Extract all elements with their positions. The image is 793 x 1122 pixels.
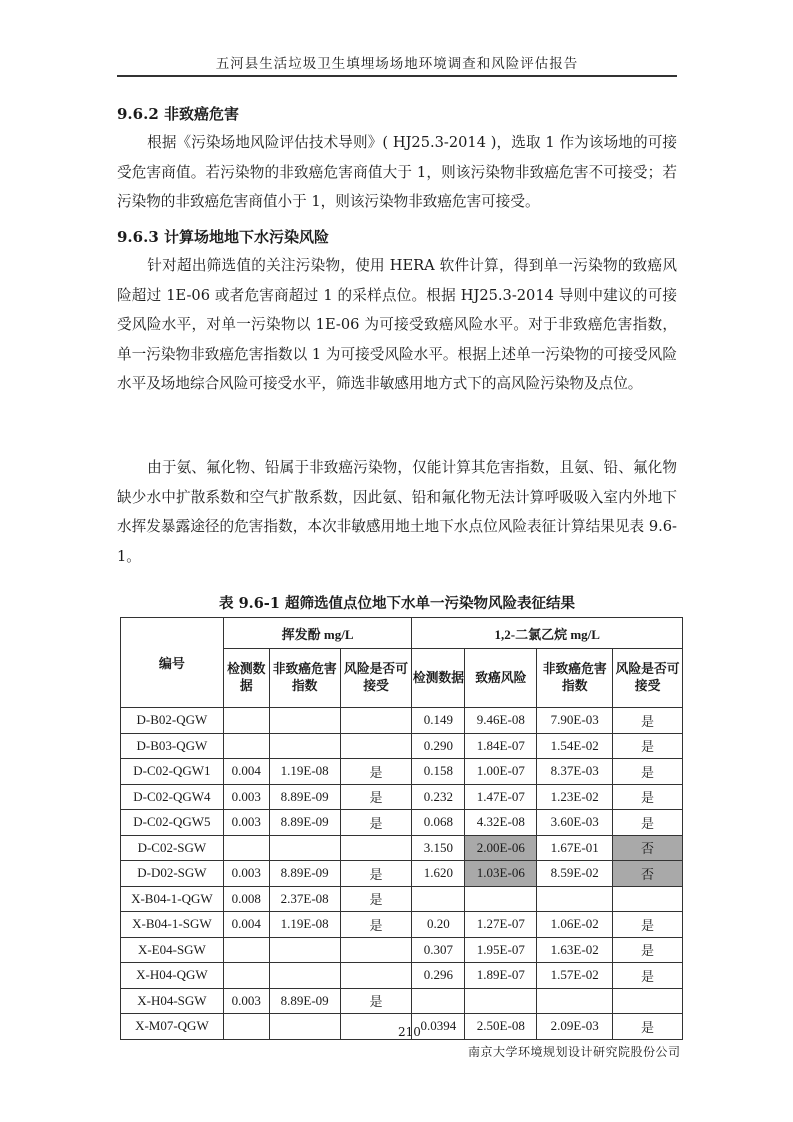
cell-phenol-detect [223, 708, 269, 734]
cell-dce-cancer-risk: 1.27E-07 [465, 912, 537, 938]
cell-phenol-acceptable: 是 [340, 912, 412, 938]
cell-phenol-hazard: 2.37E-08 [269, 886, 340, 912]
cell-phenol-detect: 0.003 [223, 810, 269, 836]
cell-dce-acceptable: 否 [613, 861, 683, 887]
cell-id: X-H04-SGW [121, 988, 224, 1014]
cell-phenol-detect: 0.004 [223, 912, 269, 938]
cell-dce-acceptable: 是 [613, 708, 683, 734]
header-phenol-acceptable: 风险是否可接受 [340, 649, 412, 708]
cell-dce-hazard: 8.59E-02 [537, 861, 613, 887]
cell-phenol-hazard: 8.89E-09 [269, 810, 340, 836]
cell-dce-cancer-risk: 1.95E-07 [465, 937, 537, 963]
cell-dce-cancer-risk [465, 886, 537, 912]
cell-phenol-hazard [269, 835, 340, 861]
cell-dce-detect: 0.068 [412, 810, 465, 836]
cell-id: D-C02-QGW4 [121, 784, 224, 810]
cell-id: D-C02-SGW [121, 835, 224, 861]
cell-dce-acceptable: 是 [613, 1014, 683, 1040]
cell-phenol-detect [223, 963, 269, 989]
cell-dce-detect: 3.150 [412, 835, 465, 861]
cell-id: D-C02-QGW5 [121, 810, 224, 836]
cell-dce-acceptable: 是 [613, 759, 683, 785]
cell-dce-cancer-risk: 4.32E-08 [465, 810, 537, 836]
header-phenol-hazard: 非致癌危害指数 [269, 649, 340, 708]
paragraph-noncarcinogenic [117, 128, 677, 217]
cell-phenol-hazard: 1.19E-08 [269, 912, 340, 938]
cell-dce-hazard: 1.23E-02 [537, 784, 613, 810]
cell-id: D-C02-QGW1 [121, 759, 224, 785]
header-id: 编号 [121, 618, 224, 708]
cell-dce-acceptable: 是 [613, 810, 683, 836]
cell-phenol-hazard [269, 708, 340, 734]
paragraph-non-carcinogen-note [117, 453, 677, 571]
page-number: 210 [398, 1025, 421, 1039]
header-group-phenol: 挥发酚 mg/L [223, 618, 412, 649]
cell-dce-detect: 0.296 [412, 963, 465, 989]
cell-id: X-B04-1-SGW [121, 912, 224, 938]
table-row [121, 733, 683, 759]
cell-phenol-hazard: 1.19E-08 [269, 759, 340, 785]
cell-phenol-detect [223, 937, 269, 963]
header-rule [117, 75, 677, 77]
cell-phenol-hazard [269, 937, 340, 963]
cell-phenol-acceptable: 是 [340, 988, 412, 1014]
cell-dce-hazard [537, 988, 613, 1014]
table-row [121, 784, 683, 810]
cell-dce-detect: 0.307 [412, 937, 465, 963]
cell-dce-acceptable: 是 [613, 733, 683, 759]
cell-dce-acceptable: 是 [613, 784, 683, 810]
cell-dce-detect: 0.290 [412, 733, 465, 759]
cell-phenol-hazard [269, 1014, 340, 1040]
cell-phenol-detect [223, 733, 269, 759]
paragraph-text: 针对超出筛选值的关注污染物，使用 HERA 软件计算，得到单一污染物的致癌风险超过 1E-06 或者危害商超过 1 的采样点位。根据 HJ25.3-2014 导则中建议的可接受风险水平，对单一污染物以 1E-06 为可接受致癌风险水平。对于非致癌危害指数，单一污染物非致癌危害指数以 1 为可接受风险水平。根据上述单一污染物的可接受风险水平及场地综合风险可接受水平，筛选非敏感用地方式下的高风险污染物及点位。 [117, 257, 677, 392]
cell-dce-hazard: 1.57E-02 [537, 963, 613, 989]
cell-phenol-acceptable: 是 [340, 759, 412, 785]
table-body [121, 708, 683, 1040]
cell-phenol-detect: 0.003 [223, 988, 269, 1014]
cell-dce-detect: 0.0394 [412, 1014, 465, 1040]
paragraph-text: 根据《污染场地风险评估技术导则》( HJ25.3-2014 )，选取 1 作为该场地的可接受危害商值。若污染物的非致癌危害商值大于 1，则该污染物非致癌危害不可接受；若污染物的非致癌危害商值小于 1，则该污染物非致癌危害可接受。 [117, 134, 677, 210]
table-row [121, 963, 683, 989]
cell-phenol-acceptable [340, 963, 412, 989]
cell-dce-acceptable: 是 [613, 937, 683, 963]
cell-dce-detect [412, 886, 465, 912]
table-row [121, 810, 683, 836]
header-phenol-detect: 检测数据 [223, 649, 269, 708]
cell-id: X-M07-QGW [121, 1014, 224, 1040]
cell-phenol-acceptable [340, 708, 412, 734]
cell-phenol-detect [223, 835, 269, 861]
cell-dce-hazard: 2.09E-03 [537, 1014, 613, 1040]
table-caption: 表 9.6-1 超筛选值点位地下水单一污染物风险表征结果 [219, 595, 575, 612]
cell-phenol-detect: 0.004 [223, 759, 269, 785]
cell-dce-acceptable: 否 [613, 835, 683, 861]
cell-dce-detect [412, 988, 465, 1014]
cell-phenol-acceptable: 是 [340, 784, 412, 810]
cell-phenol-detect: 0.003 [223, 784, 269, 810]
cell-dce-cancer-risk: 1.89E-07 [465, 963, 537, 989]
section-heading-9-6-3: 9.6.3 计算场地地下水污染风险 [117, 228, 329, 246]
cell-dce-detect: 0.232 [412, 784, 465, 810]
table-row [121, 835, 683, 861]
cell-dce-cancer-risk: 2.50E-08 [465, 1014, 537, 1040]
cell-dce-hazard: 8.37E-03 [537, 759, 613, 785]
cell-phenol-acceptable: 是 [340, 886, 412, 912]
cell-id: D-B03-QGW [121, 733, 224, 759]
cell-phenol-acceptable [340, 937, 412, 963]
footer-organization: 南京大学环境规划设计研究院股份公司 [468, 1045, 681, 1059]
cell-dce-detect: 0.158 [412, 759, 465, 785]
running-header: 五河县生活垃圾卫生填埋场场地环境调查和风险评估报告 [215, 56, 579, 72]
header-dce-detect: 检测数据 [412, 649, 465, 708]
cell-phenol-hazard [269, 733, 340, 759]
cell-dce-hazard: 1.67E-01 [537, 835, 613, 861]
cell-dce-hazard: 1.54E-02 [537, 733, 613, 759]
cell-id: X-E04-SGW [121, 937, 224, 963]
cell-dce-hazard: 7.90E-03 [537, 708, 613, 734]
cell-dce-cancer-risk: 1.00E-07 [465, 759, 537, 785]
cell-phenol-hazard: 8.89E-09 [269, 861, 340, 887]
cell-phenol-acceptable: 是 [340, 861, 412, 887]
cell-dce-cancer-risk: 2.00E-06 [465, 835, 537, 861]
cell-phenol-acceptable [340, 733, 412, 759]
cell-phenol-detect: 0.008 [223, 886, 269, 912]
cell-id: D-B02-QGW [121, 708, 224, 734]
cell-phenol-hazard: 8.89E-09 [269, 988, 340, 1014]
header-group-dichloroethane: 1,2-二氯乙烷 mg/L [412, 618, 683, 649]
cell-dce-detect: 0.20 [412, 912, 465, 938]
cell-dce-acceptable [613, 886, 683, 912]
table-row [121, 988, 683, 1014]
cell-dce-acceptable: 是 [613, 912, 683, 938]
cell-phenol-acceptable [340, 835, 412, 861]
cell-dce-hazard: 1.63E-02 [537, 937, 613, 963]
table-row [121, 759, 683, 785]
paragraph-hera [117, 251, 677, 399]
cell-dce-cancer-risk: 1.47E-07 [465, 784, 537, 810]
cell-phenol-detect: 0.003 [223, 861, 269, 887]
table-row [121, 886, 683, 912]
cell-dce-cancer-risk [465, 988, 537, 1014]
cell-phenol-hazard: 8.89E-09 [269, 784, 340, 810]
cell-dce-acceptable: 是 [613, 963, 683, 989]
cell-dce-cancer-risk: 1.84E-07 [465, 733, 537, 759]
table-row [121, 861, 683, 887]
cell-dce-cancer-risk: 1.03E-06 [465, 861, 537, 887]
risk-table [120, 617, 683, 1040]
cell-dce-hazard: 1.06E-02 [537, 912, 613, 938]
header-dce-acceptable: 风险是否可接受 [613, 649, 683, 708]
cell-phenol-acceptable: 是 [340, 810, 412, 836]
cell-dce-hazard [537, 886, 613, 912]
cell-dce-detect: 1.620 [412, 861, 465, 887]
cell-dce-acceptable [613, 988, 683, 1014]
cell-phenol-detect [223, 1014, 269, 1040]
table-row [121, 912, 683, 938]
section-heading-9-6-2: 9.6.2 非致癌危害 [117, 105, 239, 123]
paragraph-text: 由于氨、氟化物、铅属于非致癌污染物，仅能计算其危害指数，且氨、铅、氟化物缺少水中扩散系数和空气扩散系数，因此氨、铅和氟化物无法计算呼吸吸入室内外地下水挥发暴露途径的危害指数，本次非敏感用地土地下水点位风险表征计算结果见表 9.6-1。 [117, 459, 677, 565]
cell-dce-hazard: 3.60E-03 [537, 810, 613, 836]
cell-dce-cancer-risk: 9.46E-08 [465, 708, 537, 734]
header-dce-hazard: 非致癌危害指数 [537, 649, 613, 708]
cell-id: D-D02-SGW [121, 861, 224, 887]
cell-phenol-hazard [269, 963, 340, 989]
cell-id: X-H04-QGW [121, 963, 224, 989]
table-row [121, 937, 683, 963]
cell-dce-detect: 0.149 [412, 708, 465, 734]
header-dce-cancer-risk: 致癌风险 [465, 649, 537, 708]
cell-id: X-B04-1-QGW [121, 886, 224, 912]
table-row [121, 708, 683, 734]
